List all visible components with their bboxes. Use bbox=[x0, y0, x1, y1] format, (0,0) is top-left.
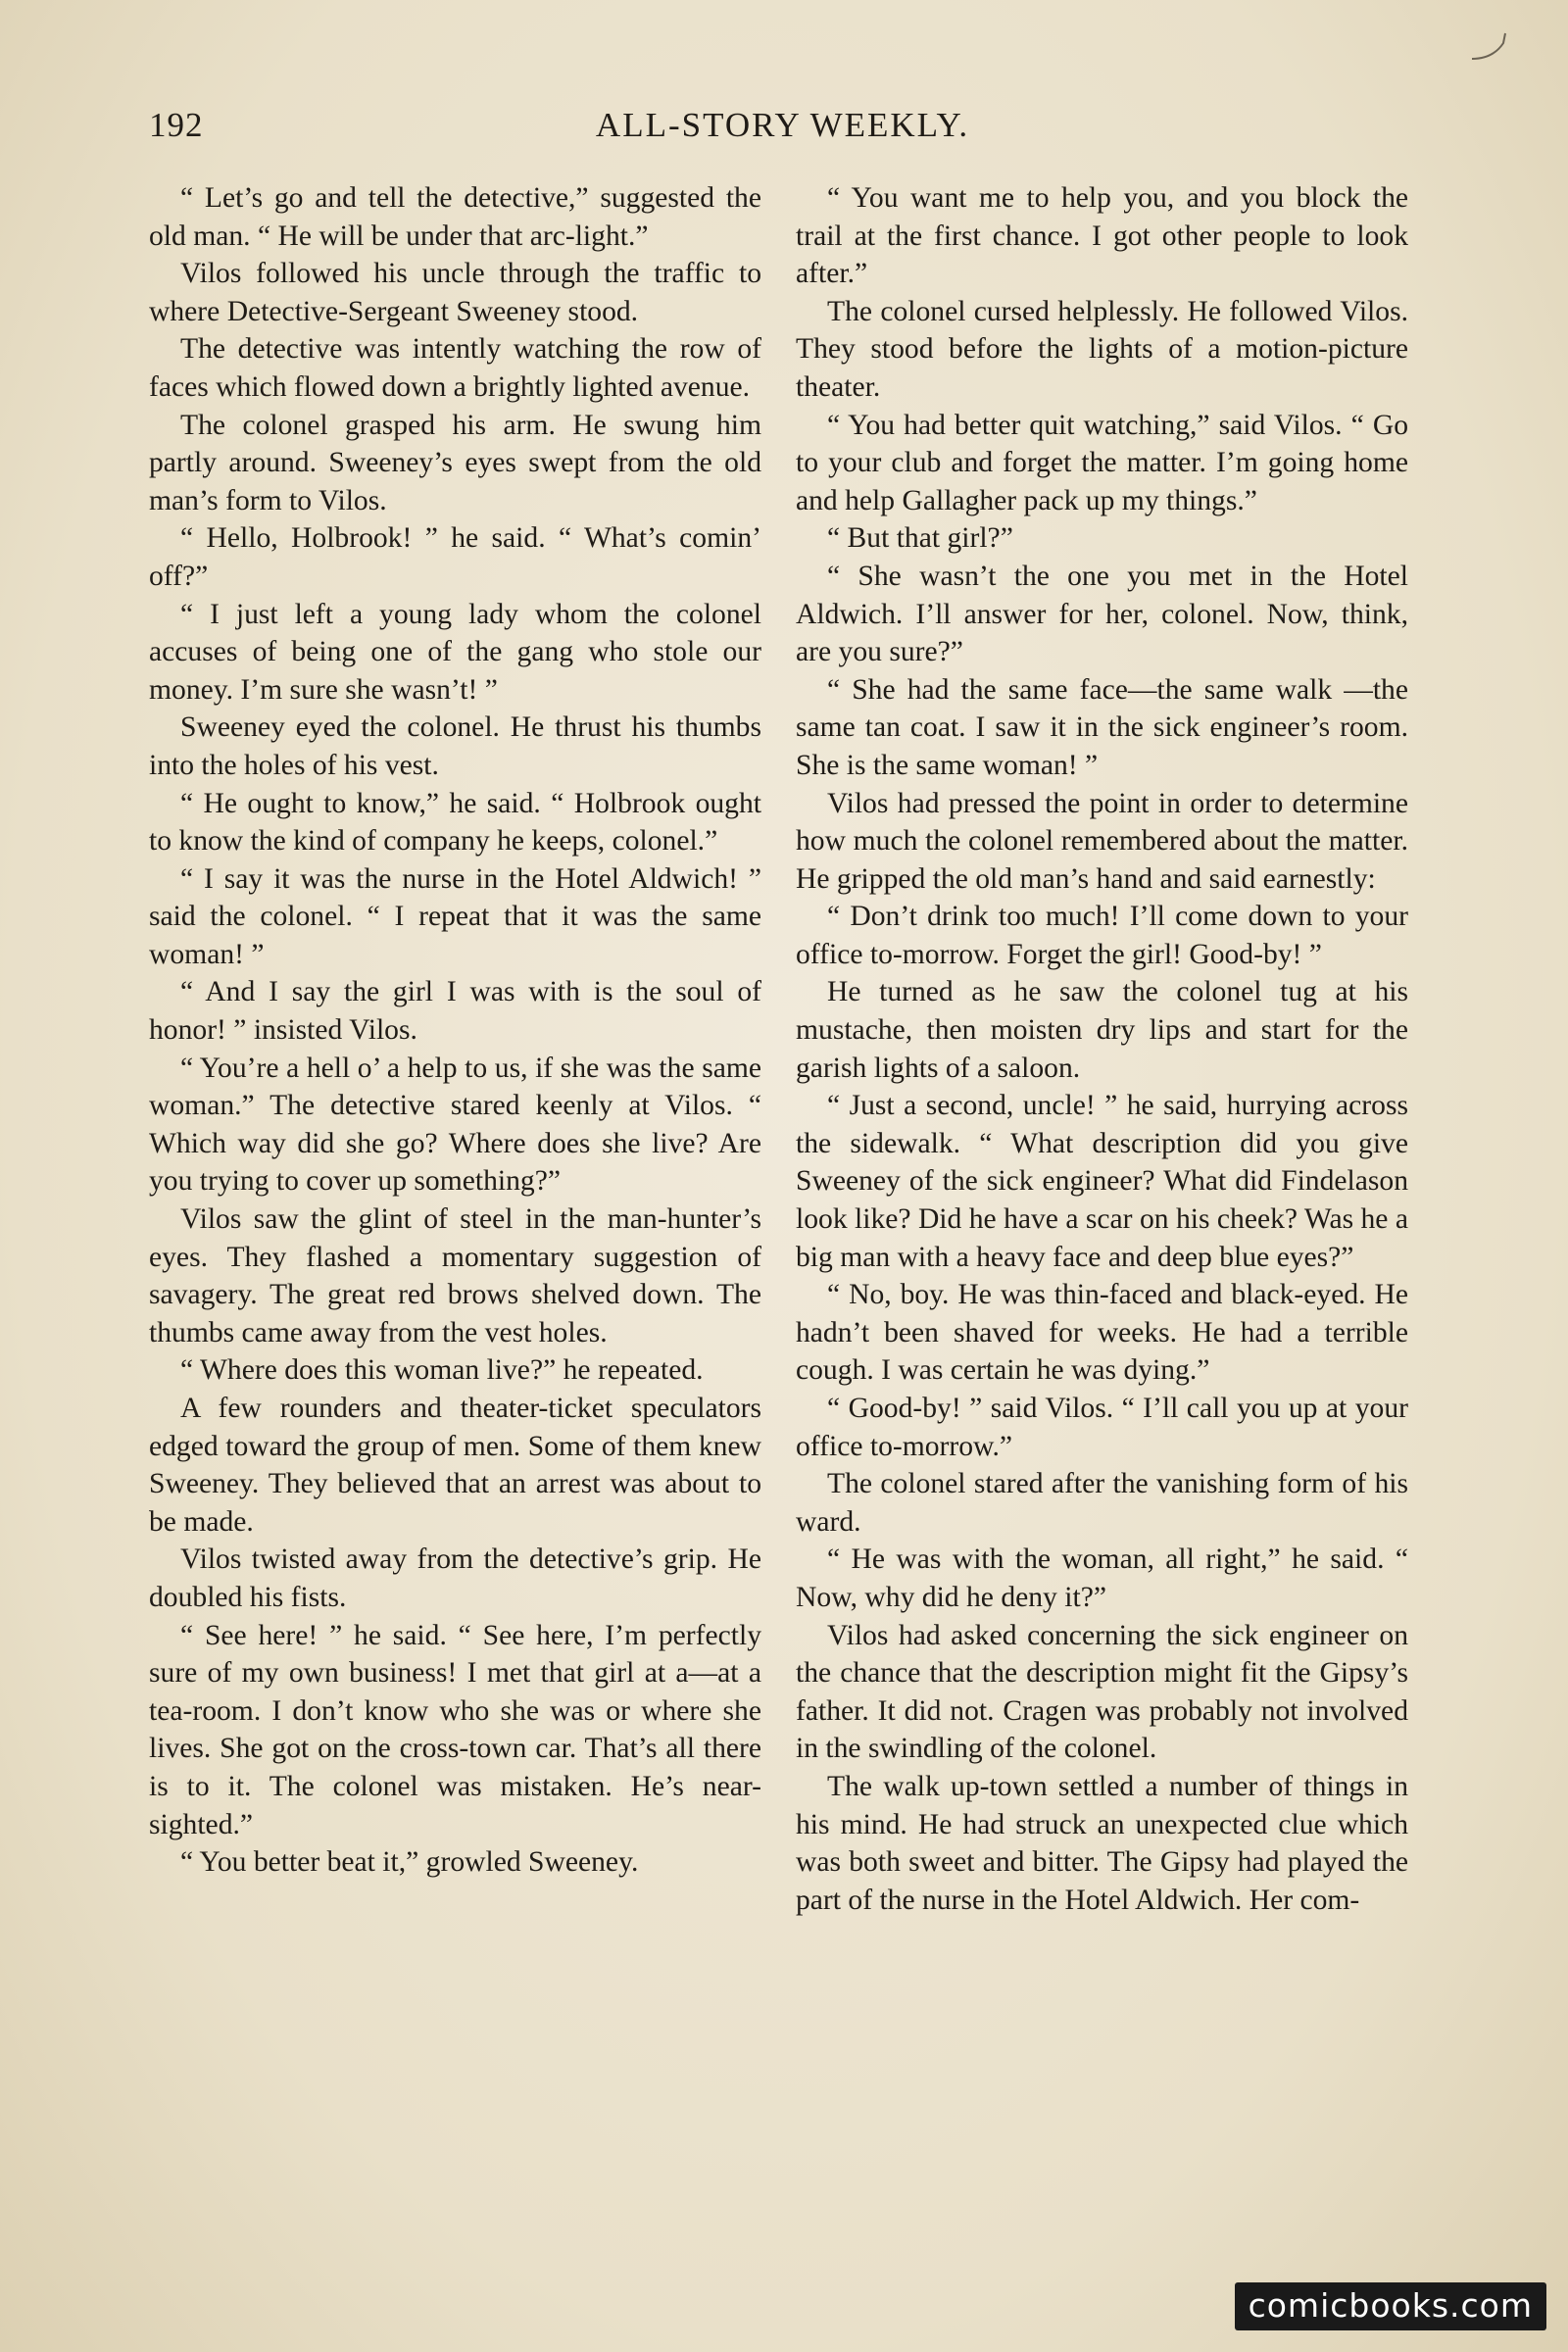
page-header bbox=[149, 106, 1416, 155]
paragraph: “ You want me to help you, and you block the trail at the first chance. I got other people to look after.” bbox=[796, 182, 1408, 290]
left-column bbox=[149, 179, 761, 1882]
paragraph: “ Where does this woman live?” he repeated. bbox=[180, 1354, 704, 1387]
paragraph: “ I say it was the nurse in the Hotel Aldwich! ” said the colonel. “ I repeat that it was the same woman! ” bbox=[149, 862, 761, 970]
right-column bbox=[796, 179, 1408, 1919]
paragraph: “ He ought to know,” he said. “ Holbrook ought to know the kind of company he keeps, colonel.” bbox=[149, 787, 761, 858]
paragraph: Vilos followed his uncle through the traffic to where Detective-Sergeant Sweeney stood. bbox=[149, 258, 761, 327]
paragraph: “ Just a second, uncle! ” he said, hurrying across the sidewalk. “ What description did you give Sweeney of the sick engineer? What did Findelason look like? Did he have a scar on his cheek? Was he a big man with a heavy face and deep blue eyes?” bbox=[796, 1090, 1408, 1273]
paragraph: “ He was with the woman, all right,” he said. “ Now, why did he deny it?” bbox=[796, 1544, 1408, 1613]
paragraph: “ She had the same face—the same walk —the same tan coat. I saw it in the sick engineer’s room. She is the same woman! ” bbox=[796, 673, 1408, 781]
paragraph: Vilos had pressed the point in order to determine how much the colonel remembered about the matter. He gripped the old man’s hand and said earnestly: bbox=[796, 787, 1408, 895]
pencil-mark bbox=[1470, 29, 1509, 65]
paragraph: Vilos saw the glint of steel in the man-hunter’s eyes. They flashed a momentary suggestion of savagery. The great red brows shelved down. The thumbs came away from the vest holes. bbox=[149, 1203, 761, 1348]
paragraph: “ You better beat it,” growled Sweeney. bbox=[180, 1846, 639, 1879]
paragraph: “ Let’s go and tell the detective,” suggested the old man. “ He will be under that arc-light.” bbox=[149, 182, 761, 252]
paragraph: “ No, boy. He was thin-faced and black-eyed. He hadn’t been shaved for weeks. He had a terrible cough. I was certain he was dying.” bbox=[796, 1279, 1408, 1387]
paragraph: “ See here! ” he said. “ See here, I’m perfectly sure of my own business! I met that girl at a—at a tea-room. I don’t know who she was or where she lives. She got on the cross-town car. That’s all there is to it. The colonel was mistaken. He’s near-sighted.” bbox=[149, 1619, 761, 1840]
paragraph: The colonel stared after the vanishing form of his ward. bbox=[796, 1468, 1408, 1538]
paragraph: Vilos twisted away from the detective’s grip. He doubled his fists. bbox=[149, 1544, 761, 1613]
paragraph: “ Don’t drink too much! I’ll come down to your office to-morrow. Forget the girl! Good-by! ” bbox=[796, 901, 1408, 970]
paragraph: The walk up-town settled a number of things in his mind. He had struck an unexpected clue which was both sweet and bitter. The Gipsy had played the part of the nurse in the Hotel Aldwich. Her com- bbox=[796, 1770, 1408, 1916]
paragraph: “ And I say the girl I was with is the soul of honor! ” insisted Vilos. bbox=[149, 976, 761, 1047]
text-columns bbox=[149, 179, 1416, 2218]
paragraph: “ Hello, Holbrook! ” he said. “ What’s comin’ off?” bbox=[149, 522, 761, 592]
running-title: ALL-STORY WEEKLY. bbox=[595, 106, 970, 144]
paragraph: Vilos had asked concerning the sick engineer on the chance that the description might fit the Gipsy’s father. It did not. Cragen was probably not involved in the swindling of the colonel. bbox=[796, 1619, 1408, 1765]
paragraph: The colonel cursed helplessly. He followed Vilos. They stood before the lights of a motion-picture theater. bbox=[796, 295, 1408, 403]
paragraph: “ You’re a hell o’ a help to us, if she was the same woman.” The detective stared keenly at Vilos. “ Which way did she go? Where does she live? Are you trying to cover up something?” bbox=[149, 1052, 761, 1198]
paragraph: “ She wasn’t the one you met in the Hotel Aldwich. I’ll answer for her, colonel. Now, think, are you sure?” bbox=[796, 560, 1408, 668]
paragraph: Sweeney eyed the colonel. He thrust his thumbs into the holes of his vest. bbox=[149, 711, 761, 781]
paragraph: The colonel grasped his arm. He swung him partly around. Sweeney’s eyes swept from the old man’s form to Vilos. bbox=[149, 409, 761, 516]
paragraph: “ You had better quit watching,” said Vilos. “ Go to your club and forget the matter. I’m going home and help Gallagher pack up my things.” bbox=[796, 409, 1408, 516]
watermark: comicbooks.com bbox=[1235, 2282, 1546, 2330]
paragraph: He turned as he saw the colonel tug at his mustache, then moisten dry lips and start for the garish lights of a saloon. bbox=[796, 976, 1408, 1084]
paragraph: “ I just left a young lady whom the colonel accuses of being one of the gang who stole our money. I’m sure she wasn’t! ” bbox=[149, 598, 761, 706]
paragraph: “ But that girl?” bbox=[827, 522, 1013, 555]
page-number: 192 bbox=[149, 106, 204, 144]
paragraph: “ Good-by! ” said Vilos. “ I’ll call you up at your office to-morrow.” bbox=[796, 1393, 1408, 1462]
paragraph: The detective was intently watching the row of faces which flowed down a brightly lighted avenue. bbox=[149, 333, 761, 403]
paragraph: A few rounders and theater-ticket speculators edged toward the group of men. Some of them knew Sweeney. They believed that an arrest was about to be made. bbox=[149, 1393, 761, 1538]
